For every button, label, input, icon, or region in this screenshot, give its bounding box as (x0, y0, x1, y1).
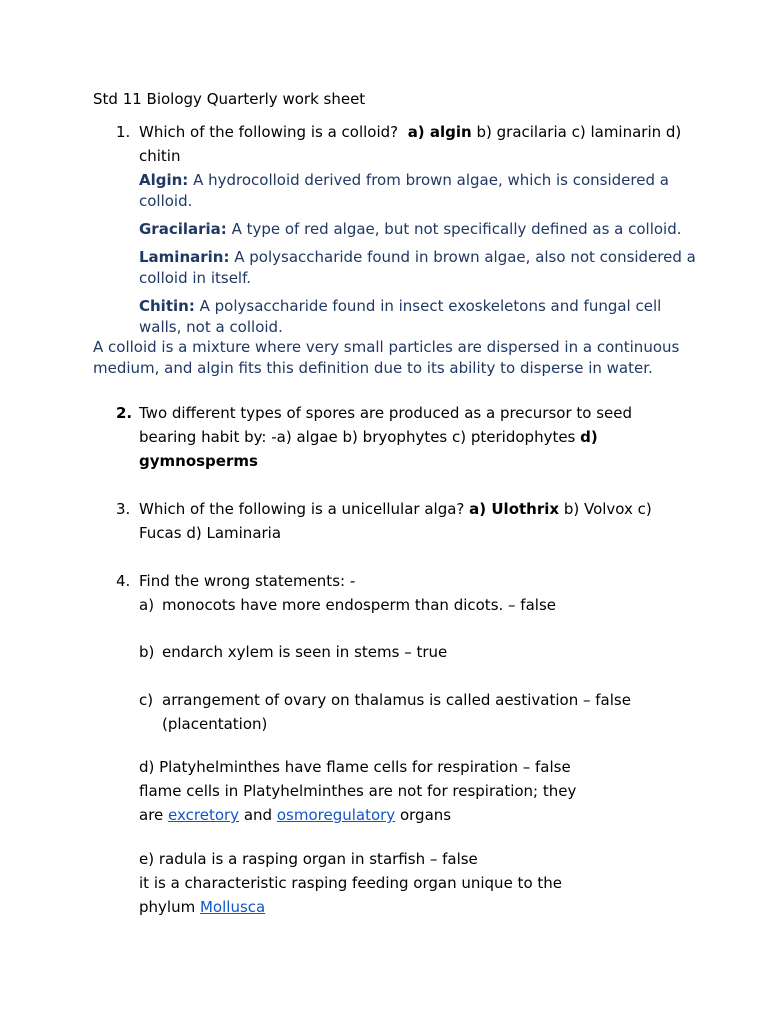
q1-answer-a: a) algin (407, 123, 472, 141)
q3-question-cont: Fucas d) Laminaria (139, 524, 282, 542)
algin-def-cont: colloid. (139, 192, 193, 210)
q1-other-options: b) gracilaria c) laminarin d) (476, 123, 682, 141)
q4-a-text: monocots have more endosperm than dicots. – false (162, 596, 556, 614)
q4-d-text: d) Platyhelminthes have flame cells for respiration – false (139, 758, 571, 776)
q1-question-cont: chitin (139, 147, 181, 165)
q4-c-text: arrangement of ovary on thalamus is called aestivation – false (162, 691, 631, 709)
algin-def-text: A hydrocolloid derived from brown algae, which is considered a (193, 171, 669, 189)
colloid-summary-line1: A colloid is a mixture where very small particles are dispersed in a continuous (93, 338, 680, 356)
q1-question-line (139, 123, 681, 141)
laminarin-term: Laminarin: (139, 248, 230, 266)
mollusca-link[interactable]: Mollusca (199, 898, 266, 916)
gracilaria-definition (139, 220, 682, 238)
q4-e-phylum: phylum (139, 898, 196, 916)
algin-definition (139, 171, 669, 189)
q4-c-label: c) (139, 691, 154, 709)
chitin-term: Chitin: (139, 297, 195, 315)
q3-question-line (139, 500, 652, 518)
gracilaria-def-text: A type of red algae, but not specifically defined as a colloid. (231, 220, 682, 238)
q4-d-are: are (139, 806, 164, 824)
laminarin-definition (139, 248, 696, 266)
q4-b-label: b) (139, 643, 155, 661)
laminarin-def-cont: colloid in itself. (139, 269, 252, 287)
q2-options: bearing habit by: -a) algae b) bryophytes c) pteridophytes (139, 428, 576, 446)
q4-d-explanation-line2 (139, 806, 451, 824)
q2-answer-d: d) (580, 428, 598, 446)
excretory-link[interactable]: excretory (168, 806, 240, 824)
worksheet-title: Std 11 Biology Quarterly work sheet (93, 90, 366, 108)
q2-number: 2. (116, 404, 133, 422)
chitin-def-cont: walls, not a colloid. (139, 318, 283, 336)
q2-answer-text: gymnosperms (139, 452, 258, 470)
q4-e-explanation-line2 (139, 898, 265, 916)
q4-e-explanation-line1: it is a characteristic rasping feeding organ unique to the (139, 874, 563, 892)
osmoregulatory-link[interactable]: osmoregulatory (276, 806, 396, 824)
q4-e-text: e) radula is a rasping organ in starfish – false (139, 850, 478, 868)
q3-answer-a: a) Ulothrix (469, 500, 560, 518)
q4-b-text: endarch xylem is seen in stems – true (162, 643, 448, 661)
q4-c-cont: (placentation) (162, 715, 268, 733)
q3-question-text: Which of the following is a unicellular alga? (139, 500, 465, 518)
q4-a-label: a) (139, 596, 155, 614)
q4-d-organs: organs (399, 806, 452, 824)
algin-term: Algin: (139, 171, 189, 189)
q4-d-and: and (243, 806, 273, 824)
q2-line1: Two different types of spores are produced as a precursor to seed (139, 404, 632, 422)
q2-line2 (139, 428, 598, 446)
q1-question-text: Which of the following is a colloid? (139, 123, 399, 141)
q1-number: 1. (116, 123, 131, 141)
laminarin-def-text: A polysaccharide found in brown algae, also not considered a (234, 248, 696, 266)
chitin-definition (139, 297, 661, 315)
gracilaria-term: Gracilaria: (139, 220, 227, 238)
q4-d-explanation-line1: flame cells in Platyhelminthes are not for respiration; they (139, 782, 577, 800)
q3-number: 3. (116, 500, 131, 518)
q4-question-text: Find the wrong statements: - (139, 572, 356, 590)
colloid-summary-line2: medium, and algin fits this definition due to its ability to disperse in water. (93, 359, 653, 377)
q3-other-options: b) Volvox c) (563, 500, 652, 518)
chitin-def-text: A polysaccharide found in insect exoskeletons and fungal cell (199, 297, 662, 315)
q4-number: 4. (116, 572, 131, 590)
